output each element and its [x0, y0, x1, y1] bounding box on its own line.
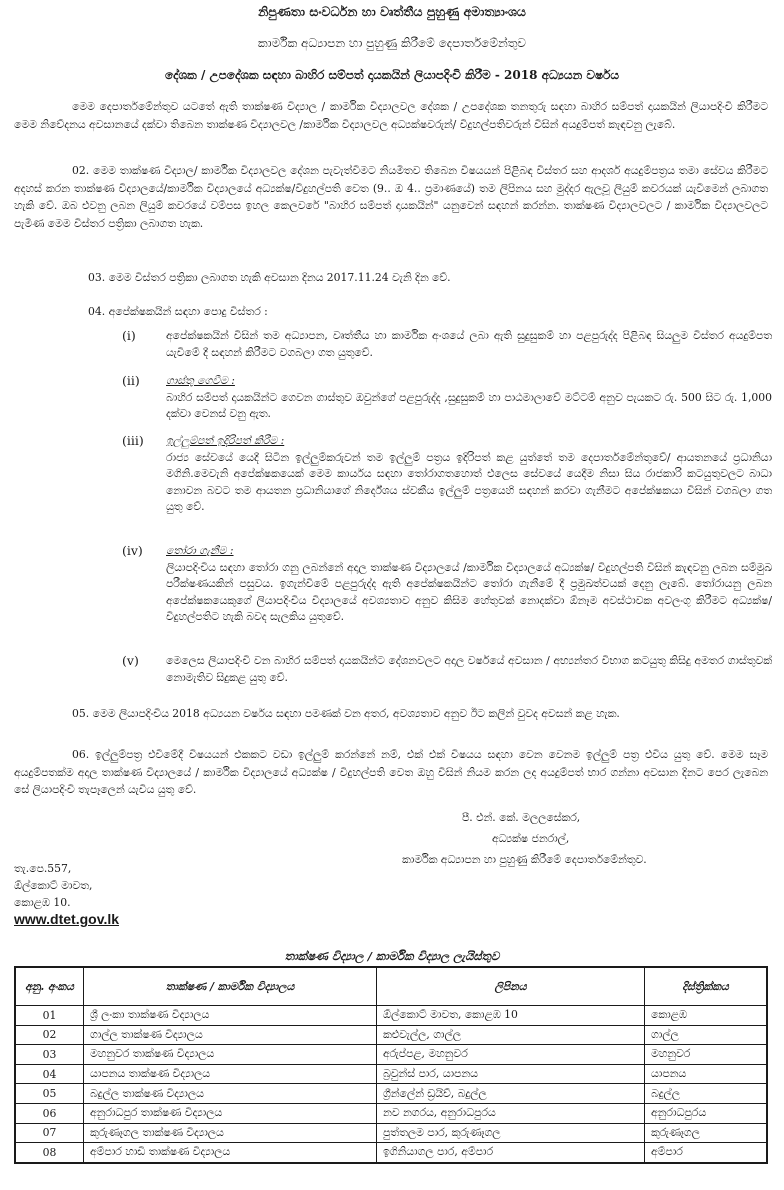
cell-address: නව නගරය, අනුරාධපුරය: [377, 1103, 645, 1123]
address-line: කොළඹ 10.: [14, 896, 71, 909]
paragraph-6: 06. ඉල්ලුම්පත්‍ර එවීමේදී විෂයයන් එකකට වඩා ඉල්ලුම් කරන්නේ නම්, එක් එක් විෂයය සඳහා වෙන වෙනම ඉල්ලුම් පත්‍ර එවිය යුතු වේ. මෙම සෑම අයදුම්පතක්ම අදාල තාක්ෂණ විද්‍යාලයේ / කාර්මික විද්‍යාලයේ අධ්‍යක්ෂ / විදුහල්පති වෙත ඔහු විසින් නියම කරන ලද අයදුම්පත් භාර ගන්නා අවසාන දිනට පෙර ලැබෙන සේ ලියාපදිංචි තැපෑලෙන් යැවිය යුතු වේ.: [14, 748, 768, 796]
cell-district: බදුල්ල: [645, 1084, 768, 1104]
cell-college: මහනුවර තාක්ෂණ විද්‍යාලය: [84, 1045, 377, 1065]
cell-college: කුරුණෑගල තාක්ෂණ විද්‍යාලය: [84, 1123, 377, 1143]
header-cell: අනු. අංකය: [15, 967, 84, 1006]
table-title: තාක්ෂණ විද්‍යාල / කාර්මික විද්‍යාල ලැයිස්තුව: [284, 949, 500, 963]
table-header-row: [15, 967, 767, 1006]
cell-address: අරුප්පළ, මහනුවර: [377, 1045, 645, 1065]
item-text: අපේක්ෂකයින් විසින් තම අධ්‍යාපන, වෘත්තීය හා කාර්මික අංශයේ ලබා ඇති සුදුසුකම් හා පළපුරුද්ද පිළිබඳ සියලුම විස්තර අයදුම්පත යැවීමේ දී සඳහන් කිරීමට වගබලා ගත යුතුවේ.: [166, 329, 772, 359]
item-text: රාජ්‍ය සේවයේ යෙදී සිටින ඉල්ලුම්කරුවන් තම ඉල්ලුම් පත්‍රය ඉදිරිපත් කළ යුත්තේ තම දෙපාර්තමේන්තුවේ/ ආයතනයේ ප්‍රධානියා මගිනි.මෙවැනි අපේක්ෂකයෙක් මෙම කාර්යය සඳහා තෝරාගතහොත් එලෙස සේවයේ යෙදීම නිසා සිය රාජකාරි කටයුතුවලට බාධා නොවන බවට තම ආයතන ප්‍රධානියාගේ නිර්දේශය ස්වකීය ඉල්ලුම් පත්‍රයෙහි සඳහන් කරවා ගැනීමට අපේක්ෂකයා විසින් වගබලා ගත යුතු වේ.: [166, 450, 772, 513]
cell-number: 01: [15, 1006, 84, 1026]
cell-address: ඉගිනියාගල පාර, අම්පාර: [377, 1143, 645, 1163]
paragraph-5: 05. මෙම ලියාපදිංචිය 2018 අධ්‍යයන වර්ෂය සඳහා පමණක් වන අතර, අවශ්‍යතාව අනුව ඊට කලින් වුවද අවසන් කළ හැක.: [72, 707, 620, 720]
item-title: ඉල්ලුම්පත් ඉදිරිපත් කිරීම :: [166, 434, 285, 447]
paragraph-4-heading: 04. අපේක්ෂකයින් සඳහා පොදු විස්තර :: [88, 305, 268, 318]
table-row: [15, 1123, 767, 1143]
cell-college: යාපනය තාක්ෂණ විද්‍යාලය: [84, 1064, 377, 1084]
table-row: [15, 1103, 767, 1123]
signature-title: අධ්‍යක්ෂ ජනරාල්,: [492, 832, 570, 845]
table-row: [15, 1064, 767, 1084]
notice-title: දේශක / උපදේශක සඳහා බාහිර සම්පත් දායකයින් ලියාපදිංචි කිරීම - 2018 අධ්‍යයන වර්ෂය: [164, 68, 620, 82]
signature-department: කාර්මික අධ්‍යාපන හා පුහුණු කිරීමේ දෙපාර්තමේන්තුව.: [402, 853, 647, 866]
item-number: (i): [122, 328, 136, 343]
header-cell: දිස්ත්‍රික්කය: [645, 967, 768, 1006]
cell-college: ශ්‍රී ලංකා තාක්ෂණ විද්‍යාලය: [84, 1006, 377, 1026]
cell-number: 06: [15, 1103, 84, 1123]
cell-district: කොළඹ: [645, 1006, 768, 1026]
cell-district: මහනුවර: [645, 1045, 768, 1065]
cell-college: ගාල්ල තාක්ෂණ විද්‍යාලය: [84, 1025, 377, 1045]
cell-college: බදුල්ල තාක්ෂණ විද්‍යාලය: [84, 1084, 377, 1104]
cell-number: 07: [15, 1123, 84, 1143]
cell-district: අම්පාර: [645, 1143, 768, 1163]
item-text: ලියාපදිංචිය සඳහා තෝරා ගනු ලබන්නේ අදාල තාක්ෂණ විද්‍යාලයේ /කාර්මික විද්‍යාලයේ අධ්‍යක්ෂ/ විදුහල්පති විසින් කැඳවනු ලබන සම්මුඛ පරීක්ෂණයකින් පසුවය. ඉගැන්වීමේ පළපුරුද්ද ඇති අපේක්ෂකයින්ට තෝරා ගැනීමේ දී ප්‍රමුඛත්වයක් දෙනු ලැබේ. තෝරායනු ලබන අපේක්ෂකයෙකුගේ ලියාපදිංචිය විද්‍යාලයේ අවශ්‍යතාව අනුව කිසිම හේතුවක් නොදක්වා ඕනෑම අවස්ථාවක අවලංගු කිරීමට අධ්‍යක්ෂ/විදුහල්පතිට හැකි බවද සැලකිය යුතුවේ.: [166, 560, 772, 623]
item-title: තෝරා ගැනීම :: [166, 544, 234, 557]
ministry-heading: නිපුණතා සංවර්ධන හා වෘත්තීය පුහුණු අමාත්‍යාංශය: [258, 4, 526, 19]
address-line: ඕල්කොට් මාවත,: [14, 879, 93, 892]
cell-number: 05: [15, 1084, 84, 1104]
cell-number: 08: [15, 1143, 84, 1163]
website-link[interactable]: www.dtet.gov.lk: [14, 911, 120, 927]
item-text: බාහිර සම්පත් දායකයින්ට ගෙවන ගාස්තුව ඔවුන්ගේ පළපුරුද්ද ,සුදුසුකම් හා පාඨමාලාවේ මට්ටම් අනුව පැයකට රු. 500 සිට රු. 1,000 දක්වා වෙනස් වනු ඇත.: [166, 390, 772, 420]
paragraph-3: 03. මෙම විස්තර පත්‍රිකා ලබාගත හැකි අවසාන දිනය 2017.11.24 වැනි දින වේ.: [88, 271, 451, 284]
cell-address: ග්‍රීන්ලේන් ඩ්‍රයිව්, බදුල්ල: [377, 1084, 645, 1104]
address-line: තැ.පෙ.557,: [14, 862, 72, 875]
item-number: (iv): [122, 543, 143, 558]
cell-college: අනුරාධපුර තාක්ෂණ විද්‍යාලය: [84, 1103, 377, 1123]
cell-address: පුත්තලම පාර, කුරුණෑගල: [377, 1123, 645, 1143]
item-text: මෙලෙස ලියාපදිංචි වන බාහිර සම්පත් දායකයින්ට දේශනවලට අදාල වර්ෂයේ අවසාන / අභ්‍යන්තර විභාග කටයුතු කිසිදු අමතර ගාස්තුවක් නොමැතිව සිදුකළ යුතු වේ.: [166, 654, 772, 684]
cell-district: අනුරාධපුරය: [645, 1103, 768, 1123]
item-number: (iii): [122, 433, 144, 448]
cell-address: කළුවැල්ල, ගාල්ල: [377, 1025, 645, 1045]
signature-name: පී. එන්. කේ. මලලසේකර,: [462, 811, 581, 824]
table-row: [15, 1045, 767, 1065]
table-row: [15, 1025, 767, 1045]
cell-district: යාපනය: [645, 1064, 768, 1084]
table-row: [15, 1006, 767, 1026]
colleges-table: [14, 966, 768, 1164]
paragraph-1: මෙම දෙපාර්තමේන්තුව යටතේ ඇති තාක්ෂණ විද්‍යාල / කාර්මික විද්‍යාලවල දේශක / උපදේශක තනතුරු සඳහා බාහිර සම්පත් දායකයින් ලියාපදිංචි කිරීමට මෙම නිවේදනය අවසානයේ දක්වා තිබෙන තාක්ෂණ විද්‍යාලවල /කාර්මික විද්‍යාලවල අධ්‍යක්ෂවරුන්/ විදුහල්පතිවරුන් විසින් අයදුම්පත් කැඳවනු ලැබේ.: [14, 100, 768, 131]
cell-college: අම්පාර හාඩි තාක්ෂණ විද්‍යාලය: [84, 1143, 377, 1163]
table-row: [15, 1143, 767, 1163]
cell-address: ඕල්කොට් මාවත, කොළඹ 10: [377, 1006, 645, 1026]
table-row: [15, 1084, 767, 1104]
header-cell: තාක්ෂණ / කාර්මික විද්‍යාලය: [84, 967, 377, 1006]
cell-district: ගාල්ල: [645, 1025, 768, 1045]
cell-number: 03: [15, 1045, 84, 1065]
cell-number: 04: [15, 1064, 84, 1084]
cell-address: බ්‍රවුන්ස් පාර, යාපනය: [377, 1064, 645, 1084]
item-number: (ii): [122, 373, 140, 388]
cell-number: 02: [15, 1025, 84, 1045]
header-cell: ලිපිනය: [377, 967, 645, 1006]
paragraph-2: 02. මෙම තාක්ෂණ විද්‍යාල/ කාර්මික විද්‍යාලවල දේශන පැවැත්වීමට නියමිතව තිබෙන විෂයයන් පිළිබඳ විස්තර සහ ආදර්ශ අයදුම්පත්‍රය තමා සේවය කිරීමට අදහස් කරන තාක්ෂණ විද්‍යාලයේ/කාර්මික විද්‍යාලයේ අධ්‍යක්ෂ/විදුහල්පති වෙත (9.. ඔ 4.. ප්‍රමාණයේ) තම ලිපිනය සහ මුද්දර ඇලවූ ලියුම් කවරයක් යැවීමෙන් ලබාගත හැකි වේ. ඔබ එවනු ලබන ලියුම් කවරයේ වම්පස ඉහල කෙලවරේ "බාහිර සම්පත් දායකයින්" යනුවෙන් සඳහන් කරන්න. තාක්ෂණ විද්‍යාලවලට / කාර්මික විද්‍යාලවලට පැමිණ මෙම විස්තර පත්‍රිකා ලබාගත හැක.: [14, 164, 768, 230]
cell-district: කුරුණෑගල: [645, 1123, 768, 1143]
department-heading: කාර්මික අධ්‍යාපන හා පුහුණු කිරීමේ දෙපාර්තමේන්තුව: [257, 36, 527, 50]
item-number: (v): [122, 653, 139, 668]
item-title: ගාස්තු ගෙවීම :: [166, 374, 235, 387]
